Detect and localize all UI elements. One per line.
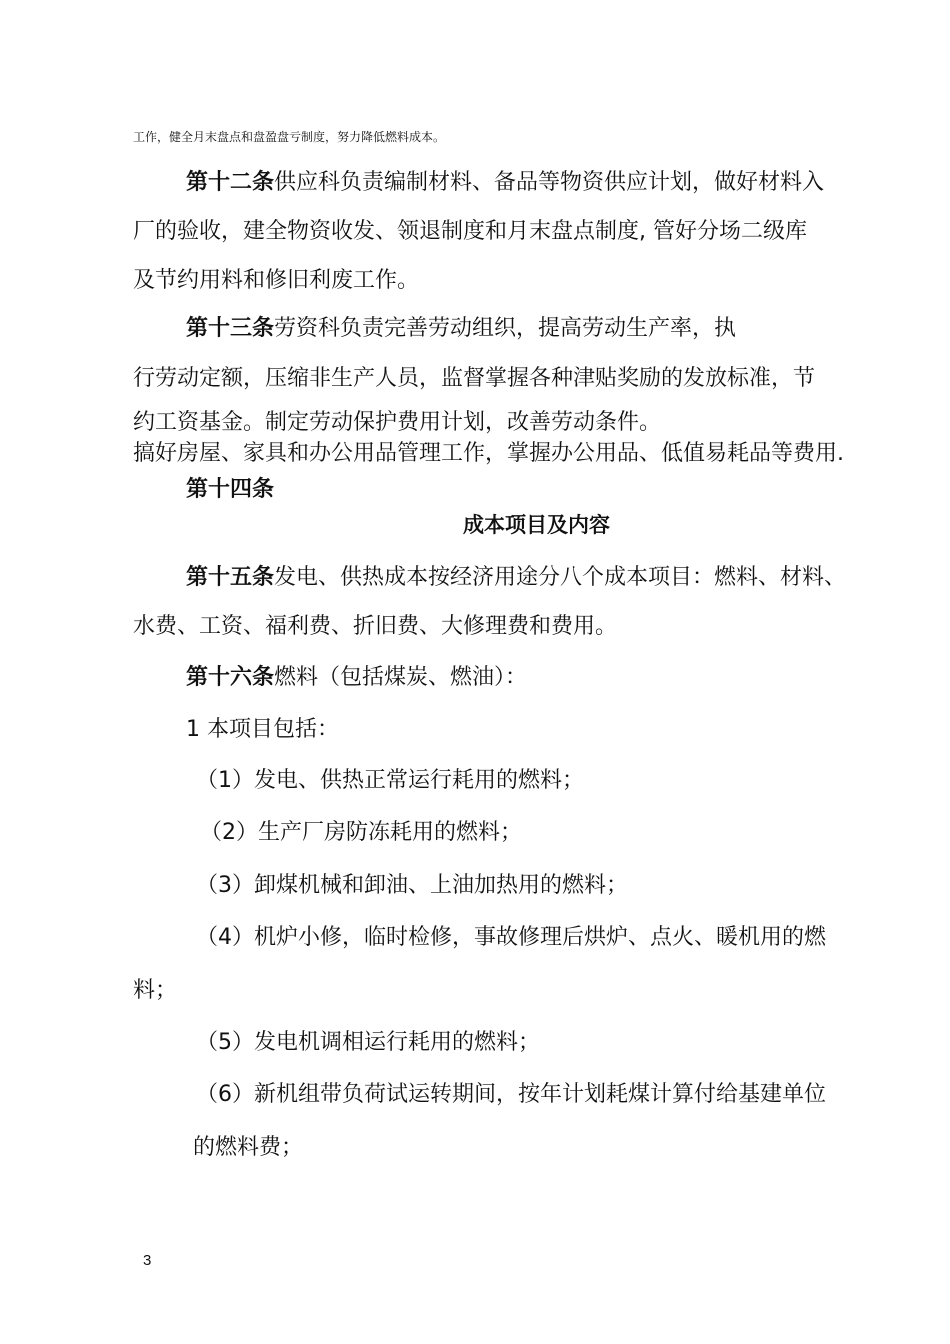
article-13-line-1 — [186, 316, 736, 342]
article-15-line-1 — [186, 565, 846, 591]
article-14-label — [186, 477, 274, 503]
article-15-label: 第十五条 — [186, 565, 275, 590]
continued-line: 工作，健全月末盘点和盘盈盘亏制度，努力降低燃料成本。 — [133, 130, 446, 144]
text: 供应科负责编制材料、备品等物资供应计划，做好材料入 — [274, 170, 825, 195]
article-16-label: 第十六条 — [186, 665, 275, 690]
article-16 — [186, 665, 527, 691]
article-12-line-2: 厂的验收，建全物资收发、领退制度和月末盘点制度, 管好分场二级库 — [133, 219, 807, 244]
article-12-label: 第十二条 — [186, 170, 275, 195]
text: 燃料（包括煤炭、燃油）： — [274, 665, 528, 690]
subitem-6-cont: 的燃料费； — [193, 1135, 304, 1160]
article-13-line-3: 约工资基金。制定劳动保护费用计划，改善劳动条件。 — [133, 410, 662, 435]
subitem-5: （5）发电机调相运行耗用的燃料； — [196, 1030, 540, 1055]
subitem-2: （2）生产厂房防冻耗用的燃料； — [200, 820, 522, 845]
article-12-line-1 — [186, 170, 824, 196]
subitem-3: （3）卸煤机械和卸油、上油加热用的燃料； — [196, 873, 628, 898]
article-13-line-2: 行劳动定额，压缩非生产人员，监督掌握各种津贴奖励的发放标准，节 — [133, 366, 816, 391]
subitem-6: （6）新机组带负荷试运转期间，按年计划耗煤计算付给基建单位 — [196, 1082, 826, 1107]
text: 劳资科负责完善劳动组织，提高劳动生产率，执 — [274, 316, 737, 341]
article-15-line-2: 水费、工资、福利费、折旧费、大修理费和费用。 — [133, 614, 618, 639]
subitem-1: （1）发电、供热正常运行耗用的燃料； — [196, 768, 584, 793]
subitem-4: （4）机炉小修，临时检修，事故修理后烘炉、点火、暖机用的燃 — [196, 925, 826, 950]
article-12-line-3: 及节约用料和修旧利废工作。 — [133, 268, 420, 293]
overlapping-line: 搞好房屋、家具和办公用品管理工作，掌握办公用品、低值易耗品等费用. — [133, 441, 844, 466]
text: 发电、供热成本按经济用途分八个成本项目：燃料、材料、 — [274, 565, 847, 590]
item-1: 1 本项目包括： — [186, 717, 339, 742]
page-number: 3 — [143, 1252, 152, 1269]
article-13-label: 第十三条 — [186, 316, 275, 341]
subitem-4-cont: 料； — [133, 978, 178, 1003]
section-title: 成本项目及内容 — [463, 513, 610, 537]
article-14-label-text: 第十四条 — [186, 477, 275, 502]
